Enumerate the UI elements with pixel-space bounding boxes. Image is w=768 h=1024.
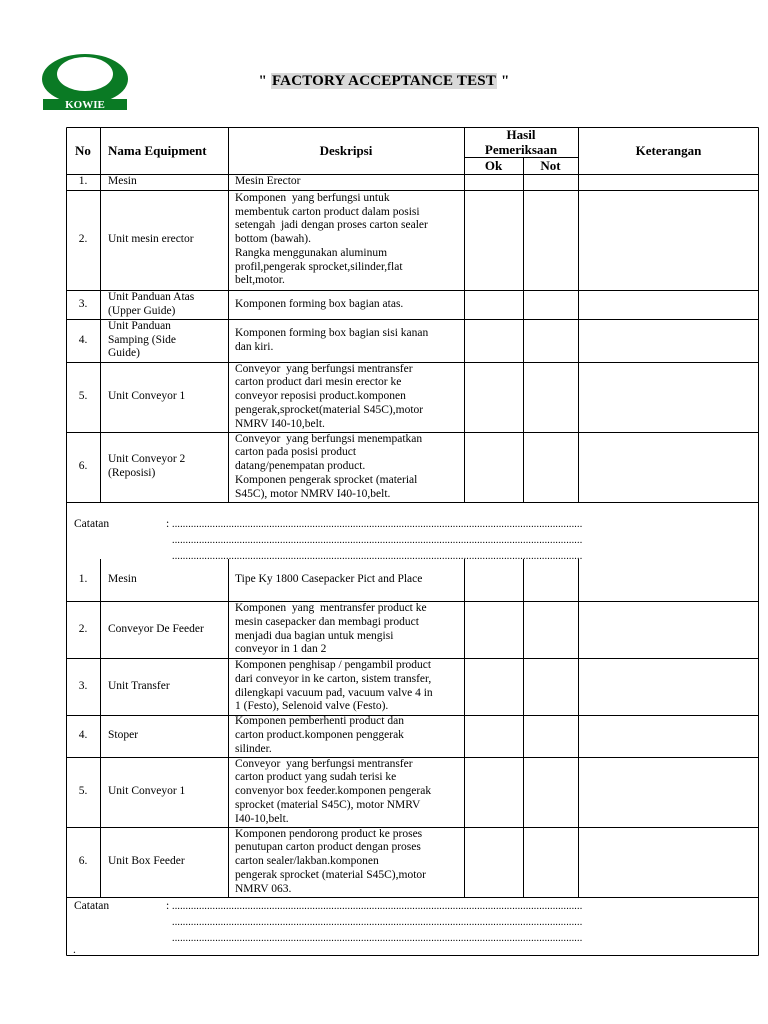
section2-row-equipment — [108, 827, 227, 897]
header-no-text: No — [75, 142, 91, 158]
notes-label-text: Catatan — [74, 518, 110, 530]
section2-row-no-text: 4. — [78, 729, 88, 742]
section2-row-description-text: Komponen pendorong product ke proses penutupan carton product dengan proses carton sealer/lakban.komponen pengerak sprocket (material S45C),motor NMRV 063. — [235, 827, 426, 895]
header-ok — [464, 157, 523, 174]
notes-line — [172, 550, 672, 564]
section2-row-description-text: Komponen yang mentransfer product ke mesin casepacker dan membagi product menjadi dua bagian untuk mengisi conveyor in 1 dan 2 — [235, 601, 427, 656]
notes-trail — [73, 944, 83, 958]
header-equipment — [108, 127, 228, 174]
section1-row-description — [235, 174, 463, 190]
section1-row-equipment — [108, 290, 227, 319]
page-title: " FACTORY ACCEPTANCE TEST " — [258, 73, 510, 89]
header-result — [464, 127, 578, 157]
section1-row-equipment-text: Mesin — [108, 175, 137, 188]
section1-row-no — [66, 190, 100, 290]
notes-label — [74, 518, 144, 532]
header-description-text: Deskripsi — [319, 142, 373, 158]
section1-row-description — [235, 290, 463, 319]
section1-row-description-text: Komponen yang berfungsi untuk membentuk carton product dalam posisi setengah jadi dengan proses carton sealer bottom (bawah). Rangka menggunakan aluminum profil,pengerak sprocket,silinder,flat belt,motor. — [235, 191, 428, 287]
notes-colon-text: : — [166, 518, 170, 530]
section1-row-no — [66, 432, 100, 502]
section2-row-description-text: Komponen pemberhenti product dan carton product.komponen penggerak silinder. — [235, 715, 404, 755]
section1-row-description-text: Mesin Erector — [235, 175, 301, 188]
notes-line — [172, 534, 672, 548]
section2-row-no — [66, 559, 100, 601]
section2-row-no — [66, 757, 100, 827]
section2-row-no — [66, 601, 100, 658]
section1-row-no — [66, 290, 100, 319]
header-ok-text: Ok — [484, 157, 503, 173]
section1-row-no — [66, 174, 100, 190]
section2-row-no-text: 3. — [78, 679, 88, 692]
section1-row-description-text: Conveyor yang berfungsi mentransfer carton product dari mesin erector ke conveyor reposisi product.komponen pengerak,sprocket(material S45C),motor NMRV I40-10,belt. — [235, 362, 424, 430]
section2-row-no-text: 1. — [78, 573, 88, 586]
notes-trail-text: . — [73, 944, 76, 956]
section1-row-no — [66, 319, 100, 362]
section2-row-no — [66, 827, 100, 897]
notes-line-text: ........................................................................................................................................................ — [172, 933, 583, 944]
section1-row-no-text: 3. — [78, 297, 88, 310]
section2-row-no-text: 6. — [78, 855, 88, 868]
section2-row-no — [66, 715, 100, 757]
section2-row-equipment-text: Unit Transfer — [108, 679, 170, 692]
notes-line — [172, 932, 672, 946]
header-result-text: Hasil Pemeriksaan — [484, 127, 558, 157]
section1-row-no-text: 6. — [78, 460, 88, 473]
section1-row-equipment-text: Unit Panduan Samping (Side Guide) — [108, 319, 177, 360]
section2-row-equipment-text: Mesin — [108, 573, 137, 586]
section2-row-no-text: 5. — [78, 785, 88, 798]
section1-row-equipment-text: Unit Panduan Atas (Upper Guide) — [108, 290, 195, 317]
section1-row-equipment-text: Unit Conveyor 1 — [108, 390, 186, 403]
section1-row-description-text: Conveyor yang berfungsi menempatkan carton pada posisi product datang/penempatan product. Komponen pengerak sprocket (material S45C), motor NMRV I40-10,belt. — [235, 432, 423, 500]
section1-row-description — [235, 362, 463, 432]
header-description — [228, 127, 464, 174]
section1-row-no — [66, 362, 100, 432]
section2-row-description — [235, 757, 463, 827]
notes-line — [172, 916, 672, 930]
section2-row-description-text: Komponen penghisap / pengambil product dari conveyor in ke carton, sistem transfer, dilengkapi vacuum pad, vacuum valve 4 in 1 (Festo), Selenoid valve (Festo). — [235, 658, 433, 713]
section1-row-equipment — [108, 319, 227, 362]
section2-row-equipment — [108, 658, 227, 715]
section1-row-description-text: Komponen forming box bagian atas. — [235, 297, 404, 310]
section1-row-equipment — [108, 174, 227, 190]
header-remarks — [578, 127, 759, 174]
notes-line-text: ........................................................................................................................................................ — [172, 551, 583, 562]
header-remarks-text: Keterangan — [635, 142, 702, 158]
notes-line — [172, 900, 672, 914]
section2-row-equipment-text: Conveyor De Feeder — [108, 622, 204, 635]
section1-row-description — [235, 190, 463, 290]
section2-row-description — [235, 827, 463, 897]
section1-row-equipment-text: Unit Conveyor 2 (Reposisi) — [108, 453, 186, 479]
section2-row-equipment-text: Unit Box Feeder — [108, 855, 185, 868]
section1-row-equipment — [108, 362, 227, 432]
section1-row-equipment — [108, 190, 227, 290]
notes-line-text: ........................................................................................................................................................ — [172, 519, 583, 530]
notes-line-text: ........................................................................................................................................................ — [172, 535, 583, 546]
section2-row-description-text: Conveyor yang berfungsi mentransfer carton product yang sudah terisi ke convenyor box feeder.komponen pengerak sprocket (material S45C), motor NMRV I40-10,belt. — [235, 757, 432, 825]
section2-row-description — [235, 601, 463, 658]
notes-colon-text: : — [166, 900, 170, 912]
section2-row-equipment — [108, 715, 227, 757]
section2-row-equipment — [108, 757, 227, 827]
section1-row-no-text: 2. — [78, 233, 88, 246]
header-no — [66, 127, 100, 174]
header-not-text: Not — [540, 157, 561, 173]
section2-row-no — [66, 658, 100, 715]
section2-row-equipment — [108, 559, 227, 601]
section2-row-description — [235, 715, 463, 757]
section2-row-equipment-text: Stoper — [108, 729, 139, 742]
notes-line-text: ........................................................................................................................................................ — [172, 917, 583, 928]
section1-row-description — [235, 432, 463, 502]
notes-line-text: ........................................................................................................................................................ — [172, 901, 583, 912]
header-not — [523, 157, 578, 174]
section2-row-description — [235, 559, 463, 601]
section1-row-no-text: 1. — [78, 175, 88, 188]
notes-label — [74, 900, 144, 914]
section1-row-description — [235, 319, 463, 362]
notes-label-text: Catatan — [74, 900, 110, 912]
section1-row-no-text: 5. — [78, 390, 88, 403]
section1-row-equipment — [108, 432, 227, 502]
section2-row-no-text: 2. — [78, 622, 88, 635]
fat-table — [66, 127, 759, 956]
section1-row-equipment-text: Unit mesin erector — [108, 233, 194, 246]
section1-row-description-text: Komponen forming box bagian sisi kanan dan kiri. — [235, 326, 429, 353]
section2-row-description-text: Tipe Ky 1800 Casepacker Pict and Place — [235, 573, 423, 586]
section1-row-no-text: 4. — [78, 333, 88, 346]
section2-row-description — [235, 658, 463, 715]
notes-line — [172, 518, 672, 532]
logo-text: KOWIE — [65, 99, 105, 110]
section2-row-equipment — [108, 601, 227, 658]
section2-row-equipment-text: Unit Conveyor 1 — [108, 785, 186, 798]
header-equipment-text: Nama Equipment — [108, 142, 207, 158]
